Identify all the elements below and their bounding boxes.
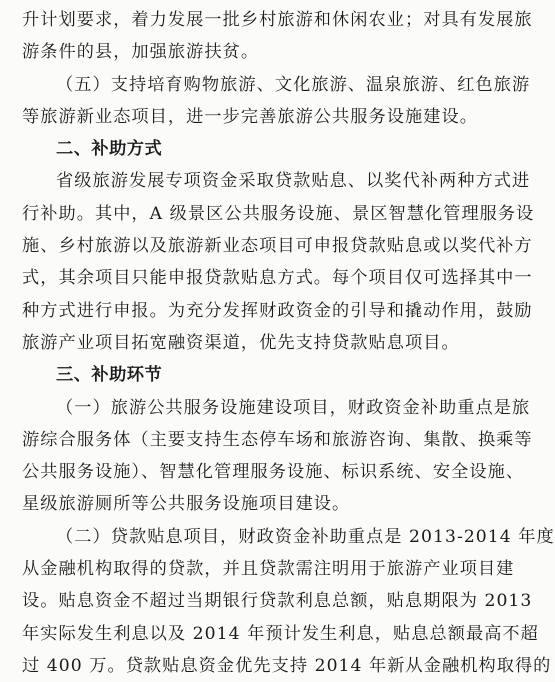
paragraph-line: 年实际发生利息以及 2014 年预计发生利息，贴息总额最高不超 — [22, 623, 539, 644]
paragraph-line: 升计划要求，着力发展一批乡村旅游和休闲农业；对具有发展旅 — [22, 10, 533, 30]
paragraph-line: 式，其余项目只能申报贷款贴息方式。每个项目仅可选择其中一 — [22, 268, 533, 289]
paragraph-line: 游综合服务体（主要支持生态停车场和旅游咨询、集散、换乘等 — [22, 429, 533, 450]
paragraph-line: 施、乡村旅游以及旅游新业态项目可申报贷款贴息或以奖代补方 — [22, 236, 533, 257]
paragraph-line: （二）贷款贴息项目，财政资金补助重点是 2013-2014 年度 — [56, 526, 555, 547]
paragraph-line: 星级旅游厕所等公共服务设施项目建设。 — [22, 494, 351, 515]
section-heading: 三、补助环节 — [56, 365, 163, 386]
paragraph-line: 行补助。其中，A 级景区公共服务设施、景区智慧化管理服务设 — [22, 203, 535, 224]
paragraph-line: 省级旅游发展专项资金采取贷款贴息、以奖代补两种方式进 — [56, 171, 531, 192]
paragraph-line: （一）旅游公共服务设施建设项目，财政资金补助重点是旅 — [56, 397, 531, 418]
paragraph-line: 等旅游新业态项目，进一步完善旅游公共服务设施建设。 — [22, 106, 478, 127]
paragraph-line: （五）支持培育购物旅游、文化旅游、温泉旅游、红色旅游 — [56, 74, 531, 95]
paragraph-line: 游条件的县，加强旅游扶贫。 — [22, 42, 260, 63]
paragraph-line: 公共服务设施）、智慧化管理服务设施、标识系统、安全设施、 — [22, 462, 525, 483]
paragraph-line: 设。贴息资金不超过当期银行贷款利息总额，贴息期限为 2013 — [22, 591, 533, 612]
paragraph-line: 从金融机构取得的贷款，并且贷款需注明用于旅游产业项目建 — [22, 559, 515, 580]
paragraph-line: 种方式进行申报。为充分发挥财政资金的引导和撬动作用，鼓励 — [22, 300, 533, 321]
paragraph-line: 旅游产业项目拓宽融资渠道，优先支持贷款贴息项目。 — [22, 332, 460, 353]
paragraph-line: 过 400 万。贷款贴息资金优先支持 2014 年新从金融机构取得的 — [22, 655, 552, 676]
section-heading: 二、补助方式 — [56, 139, 163, 160]
